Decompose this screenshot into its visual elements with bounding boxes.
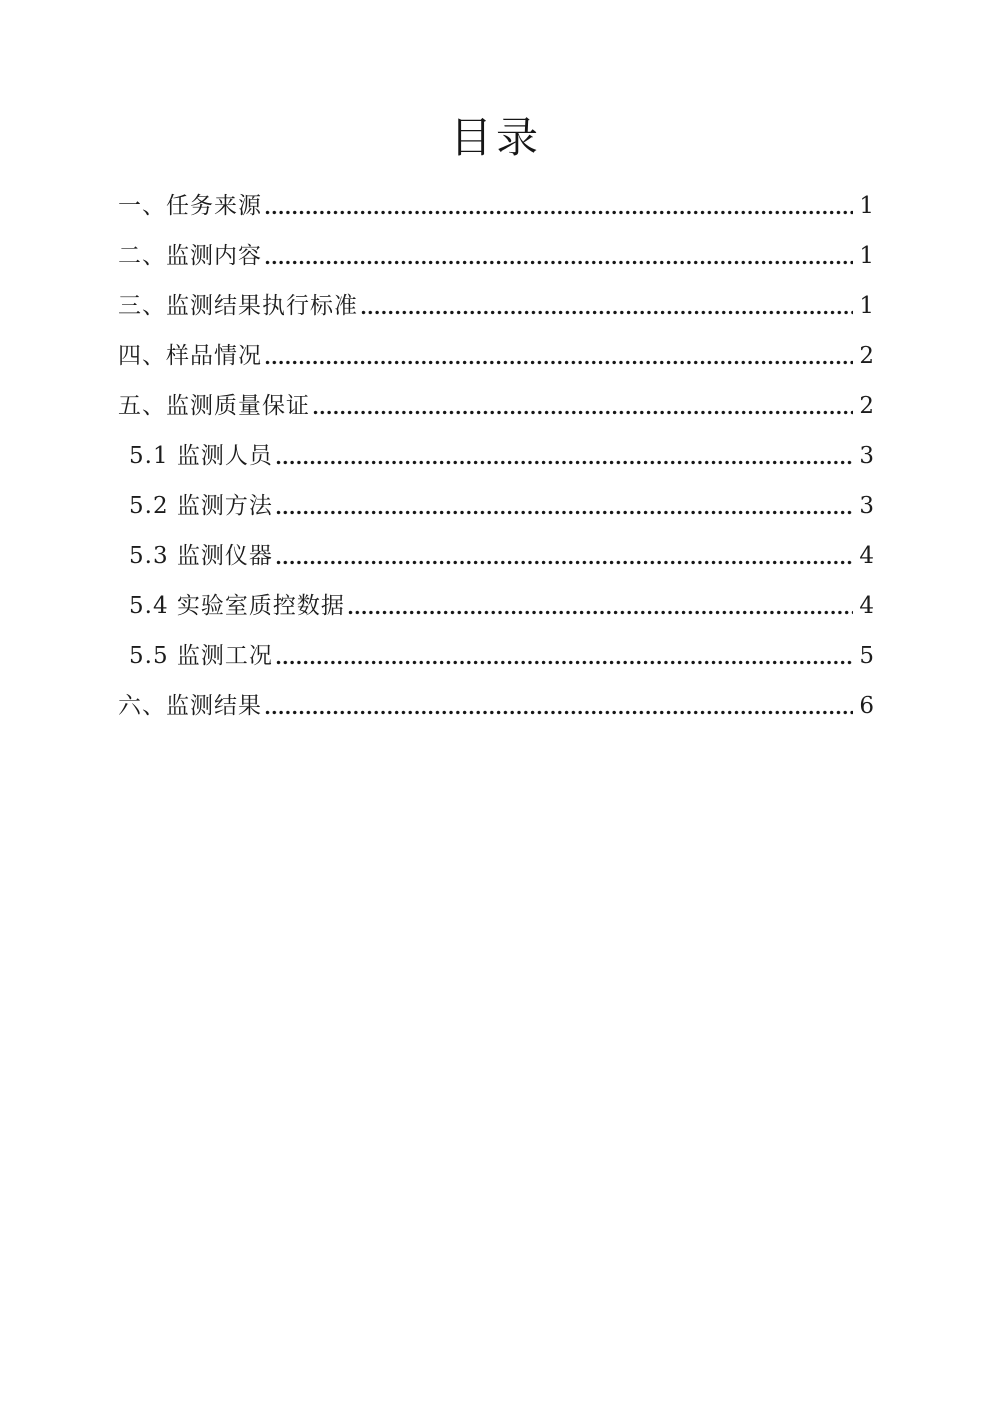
toc-entry-page-number: 1: [859, 193, 874, 219]
toc-entry-label: 三、监测结果执行标准: [118, 293, 358, 319]
toc-entry[interactable]: [118, 431, 874, 481]
toc-entry-label: 5.5 监测工况: [129, 643, 273, 669]
toc-entry-page-number: 6: [859, 693, 874, 719]
dot-leader: [275, 631, 853, 681]
dot-leader: [264, 231, 853, 281]
toc-entry-label: 五、监测质量保证: [118, 393, 310, 419]
toc-entry-page-number: 4: [859, 543, 874, 569]
toc-entry-page-number: 1: [859, 293, 874, 319]
toc-entry-label: 5.2 监测方法: [129, 493, 273, 519]
toc-entry[interactable]: [118, 481, 874, 531]
toc-entry[interactable]: [118, 631, 874, 681]
toc-title: 目录: [449, 113, 542, 162]
toc-entry-page-number: 2: [859, 343, 874, 369]
dot-leader: [275, 531, 853, 581]
toc-entry[interactable]: [118, 681, 874, 731]
toc-entry[interactable]: [118, 231, 874, 281]
toc-entry-label: 5.3 监测仪器: [129, 543, 273, 569]
dot-leader: [264, 331, 853, 381]
dot-leader: [264, 181, 853, 231]
toc-entry[interactable]: [118, 281, 874, 331]
dot-leader: [360, 281, 853, 331]
toc-entry-label: 二、监测内容: [118, 243, 262, 269]
toc-entry-label: 5.4 实验室质控数据: [129, 593, 345, 619]
toc-list: [118, 181, 874, 731]
dot-leader: [312, 381, 853, 431]
toc-entry[interactable]: [118, 331, 874, 381]
toc-entry[interactable]: [118, 581, 874, 631]
dot-leader: [264, 681, 853, 731]
dot-leader: [275, 431, 853, 481]
toc-entry-page-number: 3: [859, 493, 874, 519]
toc-entry-label: 四、样品情况: [118, 343, 262, 369]
toc-entry[interactable]: [118, 181, 874, 231]
toc-entry-label: 5.1 监测人员: [129, 443, 273, 469]
dot-leader: [275, 481, 853, 531]
toc-entry[interactable]: [118, 381, 874, 431]
toc-entry-page-number: 5: [859, 643, 874, 669]
toc-entry[interactable]: [118, 531, 874, 581]
dot-leader: [347, 581, 853, 631]
toc-entry-label: 六、监测结果: [118, 693, 262, 719]
toc-entry-page-number: 4: [859, 593, 874, 619]
toc-entry-label: 一、任务来源: [118, 193, 262, 219]
toc-entry-page-number: 3: [859, 443, 874, 469]
toc-entry-page-number: 2: [859, 393, 874, 419]
toc-entry-page-number: 1: [859, 243, 874, 269]
